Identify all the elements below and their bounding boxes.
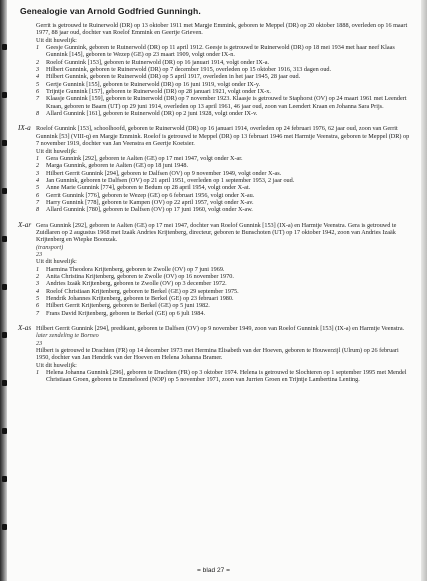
list-item <box>36 273 413 280</box>
item-number: 4 <box>36 176 40 184</box>
binder-hole <box>2 380 7 386</box>
handwritten-note: later zendeling te Borneo <box>36 332 99 340</box>
item-number: 7 <box>36 309 40 317</box>
item-number: 8 <box>36 206 40 214</box>
binder-hole <box>2 140 7 146</box>
item-number: 3 <box>36 169 40 177</box>
intro-marriage-text: Gerrit is getrouwd te Ruinerwold (DR) op 13 oktober 1911 met Margje Emmink, geboren te Meppel (DR) op 20 oktober 1888, overleden op 16 maart 1977, 88 jaar oud, dochter van Roelof Emmink en Geertje Grieven. <box>36 22 408 37</box>
item-text: Harry Gunnink [778], geboren te Kampen (OV) op 22 april 1957, volgt onder X-av. <box>46 198 254 206</box>
children-label: Uit dit huwelijk: <box>36 258 77 266</box>
item-text: Gerrit Gunnink [776], geboren te Wezep (GE) op 6 februari 1956, volgt onder X-au. <box>46 191 255 199</box>
item-number: 5 <box>36 184 40 192</box>
section-id: X-ar <box>18 220 32 229</box>
binder-hole <box>2 236 7 242</box>
item-text: Roelof Gunnink [153], geboren te Ruinerwold (DR) op 16 januari 1914, volgt onder IX-a. <box>46 58 270 66</box>
item-text: Frans David Krijtenberg, geboren te Berkel (GE) op 6 juli 1984. <box>46 309 206 317</box>
page-header: Genealogie van Arnold Godfried Gunningh. <box>20 6 201 16</box>
binder-hole <box>2 92 7 98</box>
list-item <box>36 184 413 192</box>
item-text: Klaasje Gunnink [159], geboren te Ruinerwold (DR) op 7 november 1923. Klaasje is getrouwd te Staphorst (OV) op 24 maart 1961 met Leendert Kraan, geboren te Baarn (UT) op 29 juni 1914, overleden op 13 april 1961, 46 jaar oud, zoon van Leendert Kraan en Johanna Sara Prijs. <box>46 95 407 110</box>
binder-hole <box>2 332 7 338</box>
children-label: Uit dit huwelijk: <box>36 361 77 369</box>
list-item <box>36 309 413 317</box>
item-text: Roelof Christiaan Krijtenberg, geboren te Berkel (GE) op 29 september 1975. <box>46 287 239 295</box>
intro-children-label: Uit dit huwelijk: <box>36 36 77 44</box>
list-item <box>36 169 413 177</box>
item-text: Hilbert Gerrit Gunnink [294], geboren te Dalfsen (OV) op 9 november 1949, volgt onder X-as. <box>46 169 282 177</box>
handwritten-note: 23 <box>36 339 43 347</box>
list-item <box>36 191 413 199</box>
item-text: Gertje Gunnink [155], geboren te Ruinerwold (DR) op 16 juni 1919, volgt onder IX-y. <box>46 80 261 88</box>
list-item <box>36 80 413 88</box>
binder-hole <box>2 188 7 194</box>
item-number: 1 <box>36 265 40 273</box>
item-number: 5 <box>36 80 40 88</box>
item-number: 6 <box>36 88 40 96</box>
item-text: Hilbert Gunnink, geboren te Ruinerwold (DR) op 5 april 1917, overleden in het jaar 1945, 28 jaar oud. <box>46 73 301 81</box>
item-text: Trijntje Gunnink [157], geboren te Ruinerwold (DR) op 28 januari 1921, volgt onder IX-x. <box>46 88 271 96</box>
page-edge <box>421 0 427 581</box>
item-text: Harmina Theodora Krijtenberg, geboren te Zwolle (OV) op 7 juni 1969. <box>46 265 225 273</box>
item-text: Anita Christina Krijtenberg, geboren te Zwolle (OV) op 16 november 1970. <box>46 273 234 280</box>
handwritten-note: (transport) <box>36 243 64 251</box>
children-list <box>18 155 413 214</box>
list-item <box>36 66 413 74</box>
section-x-ar <box>18 222 413 244</box>
list-item <box>36 176 413 184</box>
item-number: 7 <box>36 198 40 206</box>
section-text: Hilbert is getrouwd te Drachten (FR) op 14 december 1973 met Hermina Elisabeth van der Hoeven, geboren te Houwerzijl (Ulrum) op 26 februari 1950, dochter van Jan Hendrik van der Hoeven en Helena Johanna Bramer. <box>36 347 399 362</box>
binder-holes <box>2 0 7 581</box>
children-list <box>18 369 413 384</box>
item-number: 2 <box>36 273 40 280</box>
binder-hole <box>2 524 7 530</box>
list-item <box>36 58 413 66</box>
item-number: 4 <box>36 287 40 295</box>
list-item <box>36 95 413 110</box>
item-text: Hilbert Gerrit Krijtenberg, geboren te Berkel (GE) op 5 juni 1982. <box>46 302 210 310</box>
item-text: Hendrik Johannes Krijtenberg, geboren te Berkel (GE) op 23 februari 1980. <box>46 295 234 303</box>
list-item <box>36 198 413 206</box>
section-spacer <box>18 214 413 222</box>
item-text: Geesje Gunnink, geboren te Ruinerwold (DR) op 11 april 1912. Geesje is getrouwd te Ruinerwold (DR) op 18 mei 1934 met haar neef Klaas Gunnink [145], geboren te Wezep (GE) op 23 maart 1909, volgt onder IX-n. <box>46 44 395 59</box>
list-item <box>36 280 413 288</box>
item-number: 1 <box>36 369 40 377</box>
item-number: 4 <box>36 73 40 81</box>
list-item <box>36 295 413 303</box>
genealogy-content <box>18 22 413 384</box>
section-text: Roelof Gunnink [153], schoolhoofd, geboren te Ruinerwold (DR) op 16 januari 1914, overleden op 24 februari 1976, 62 jaar oud, zoon van Gerrit Gunnink [53] (VIII-q) en Margje Emmink. Roelof is getrouwd te Meppel (DR) op 13 februari 1946 met Harmtje Veenstra, geboren te Meppel (DR) op 7 november 1919, dochter van Jan Veenstra en Geertje Koetsier. <box>36 125 410 148</box>
item-number: 2 <box>36 162 40 170</box>
section-text: Hilbert Gerrit Gunnink [294], predikant, geboren te Dalfsen (OV) op 9 november 1949, zoon van Roelof Gunnink [153] (IX-a) en Harmtje Veenstra. <box>36 325 405 333</box>
item-number: 3 <box>36 66 40 74</box>
item-text: Helena Johanna Gunnink [296], geboren te Drachten (FR) op 3 oktober 1974. Helena is getrouwd te Slochteren op 1 september 1995 met Mendel Christiaan Groen, geboren te Emmeloord (NOP) op 5 november 1971, zoon van Jurrien Groen en Trijntje Lambertina Lenting. <box>46 369 407 384</box>
item-text: Allard Gunnink [780], geboren te Dalfsen (OV) op 17 juni 1960, volgt onder X-aw. <box>46 206 253 214</box>
section-id: IX-a <box>18 124 31 133</box>
handwritten-note: 23 <box>36 250 43 258</box>
list-item <box>36 206 413 214</box>
children-label: Uit dit huwelijk: <box>36 147 77 155</box>
list-item <box>36 73 413 81</box>
item-number: 3 <box>36 280 40 288</box>
section-id: X-as <box>18 324 32 333</box>
list-item <box>36 110 413 118</box>
item-text: Marga Gunnink, geboren te Aalten (GE) op 18 juni 1948. <box>46 162 188 170</box>
list-item <box>36 287 413 295</box>
section-spacer <box>18 117 413 125</box>
binder-hole <box>2 428 7 434</box>
section-x-as <box>18 325 413 332</box>
item-text: Andries Izaäk Krijtenberg, geboren te Zwolle (OV) op 3 december 1972. <box>46 280 227 288</box>
binder-hole <box>2 476 7 482</box>
section-ix-a <box>18 125 413 147</box>
children-list <box>18 266 413 317</box>
item-number: 5 <box>36 295 40 303</box>
item-number: 6 <box>36 302 40 310</box>
page-footer: = blad 27 = <box>197 567 230 574</box>
item-number: 2 <box>36 58 40 66</box>
item-text: Allard Gunnink [161], geboren te Ruinerwold (DR) op 2 juni 1928, volgt onder IX-v. <box>46 110 258 118</box>
item-number: 8 <box>36 110 40 118</box>
item-number: 1 <box>36 44 40 52</box>
section-spacer <box>18 317 413 325</box>
list-item <box>36 369 413 384</box>
section-text: Gera Gunnink [292], geboren te Aalten (GE) op 17 mei 1947, dochter van Roelof Gunnink [153] (IX-a) en Harmtje Veenstra. Gera is getrouwd te Zuidlaren op 2 augustus 1968 met Izaäk Andries Krijtenberg, directeur, geboren te Bunschoten (UT) op 17 oktober 1942, zoon van Andries Izaäk Krijtenberg en Wiepke Boonzak. <box>36 221 397 244</box>
item-number: 1 <box>36 154 40 162</box>
item-text: Jan Gunnink, geboren te Dalfsen (OV) op 21 april 1951, overleden op 1 september 1953, 2 jaar oud. <box>46 176 295 184</box>
item-number: 7 <box>36 95 40 103</box>
binder-hole <box>2 284 7 290</box>
list-item <box>36 265 413 273</box>
list-item <box>36 302 413 310</box>
intro-children-list <box>18 44 413 117</box>
item-number: 6 <box>36 191 40 199</box>
item-text: Hilbert Gunnink, geboren te Ruinerwold (DR) op 7 december 1915, overleden op 15 oktober 1916, 313 dagen oud. <box>46 66 332 74</box>
list-item <box>36 44 413 59</box>
item-text: Gera Gunnink [292], geboren te Aalten (GE) op 17 mei 1947, volgt onder X-ar. <box>46 154 243 162</box>
list-item <box>36 154 413 162</box>
list-item <box>36 88 413 96</box>
item-text: Anne Marie Gunnink [774], geboren te Bedum op 28 april 1954, volgt onder X-at. <box>46 184 251 192</box>
list-item <box>36 162 413 170</box>
binder-hole <box>2 44 7 50</box>
